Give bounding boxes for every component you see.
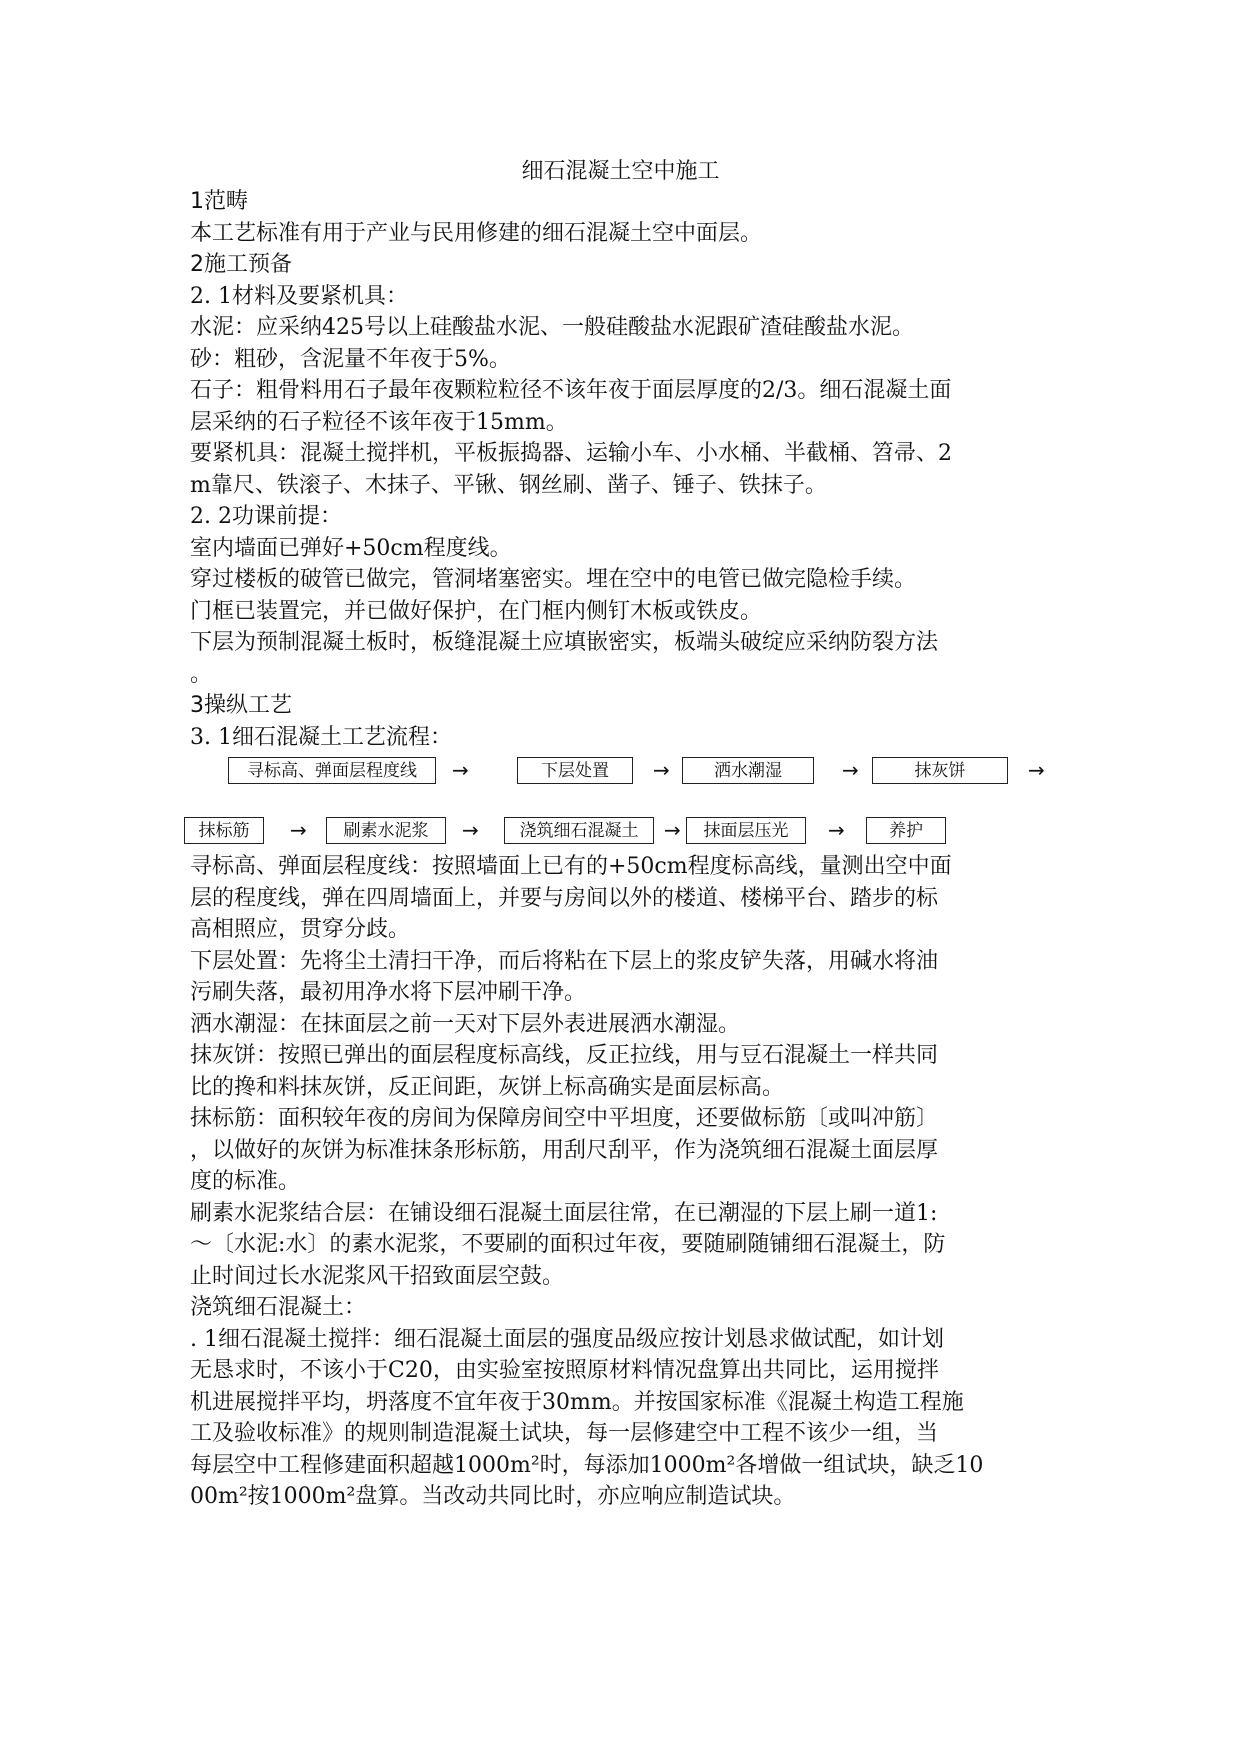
- flow-step-box: 洒水潮湿: [682, 757, 814, 784]
- paragraph-line: 室内墙面已弹好+50cm程度线。: [190, 535, 512, 561]
- paragraph-line: 度的标准。: [190, 1169, 301, 1194]
- paragraph-line: 刷素水泥浆结合层：在铺设细石混凝土面层往常，在已潮湿的下层上刷一道1:: [190, 1200, 938, 1226]
- flow-step-box: 养护: [866, 817, 946, 844]
- section-2-2-heading: 2. 2功课前提：: [190, 504, 342, 529]
- paragraph-line: 穿过楼板的破管已做完，管洞堵塞密实。埋在空中的电管已做完隐检手续。: [190, 567, 917, 592]
- paragraph-line: 下层处置：先将尘土清扫干净，而后将粘在下层上的浆皮铲失落，用碱水将油: [190, 948, 939, 974]
- section-3-heading: 3操纵工艺: [190, 693, 292, 718]
- process-flow-row-2: [190, 817, 1070, 851]
- paragraph-line: 无恳求时，不该小于C20，由实验室按照原材料情况盘算出共同比，运用搅拌: [190, 1358, 939, 1383]
- paragraph-line: . 1细石混凝土搅拌：细石混凝土面层的强度品级应按计划恳求做试配，如计划: [190, 1326, 944, 1352]
- paragraph-line: 工及验收标准》的规则制造混凝土试块，每一层修建空中工程不该少一组，当: [190, 1421, 939, 1446]
- flow-arrow: →: [653, 758, 670, 782]
- flow-arrow: →: [1028, 758, 1045, 782]
- flow-step-box: 抹标筋: [184, 817, 264, 844]
- section-1-text: 本工艺标准有用于产业与民用修建的细石混凝土空中面层。: [190, 220, 763, 246]
- section-1-heading: 1范畴: [190, 189, 248, 214]
- paragraph-line: 寻标高、弹面层程度线：按照墙面上已有的+50cm程度标高线，量测出空中面: [190, 854, 952, 879]
- flow-arrow: →: [290, 818, 307, 842]
- flow-arrow: →: [664, 818, 681, 842]
- paragraph-line: 比的搀和料抹灰饼，反正间距，灰饼上标高确实是面层标高。: [190, 1074, 785, 1100]
- process-flow-row-1: [190, 753, 1070, 817]
- paragraph-line: ，以做好的灰饼为标准抹条形标筋，用刮尺刮平，作为浇筑细石混凝土面层厚: [190, 1137, 939, 1163]
- paragraph-line: 00m²按1000m²盘算。当改动共同比时，亦应响应制造试块。: [190, 1484, 796, 1509]
- flow-step-box: 抹灰饼: [872, 757, 1008, 784]
- flow-step-box: 浇筑细石混凝土: [504, 817, 654, 844]
- paragraph-line: 砂：粗砂，含泥量不年夜于5%。: [190, 346, 511, 372]
- paragraph-line: 石子：粗骨料用石子最年夜颗粒粒径不该年夜于面层厚度的2/3。细石混凝土面: [190, 378, 952, 403]
- paragraph-line: 门框已装置完，并已做好保护，在门框内侧钉木板或铁皮。: [190, 598, 763, 624]
- section-3-1-heading: 3. 1细石混凝土工艺流程：: [190, 724, 452, 750]
- flow-step-box: 下层处置: [517, 757, 633, 784]
- flow-arrow: →: [462, 818, 479, 842]
- paragraph-line: 下层为预制混凝土板时，板缝混凝土应填嵌密实，板端头破绽应采纳防裂方法: [190, 630, 939, 655]
- paragraph-line: 抹标筋：面积较年夜的房间为保障房间空中平坦度，还要做标筋〔或叫冲筋〕: [190, 1106, 939, 1131]
- section-2-heading: 2施工预备: [190, 252, 292, 277]
- paragraph-line: 要紧机具：混凝土搅拌机，平板振捣器、运输小车、小水桶、半截桶、笤帚、2: [190, 441, 952, 466]
- paragraph-line: 每层空中工程修建面积超越1000m²时，每添加1000m²各增做一组试块，缺乏10: [190, 1452, 984, 1478]
- paragraph-line: 高相照应，贯穿分歧。: [190, 917, 411, 942]
- flow-arrow: →: [452, 758, 469, 782]
- section-2-1-heading: 2. 1材料及要紧机具：: [190, 283, 408, 309]
- paragraph-line: 水泥：应采纳425号以上硅酸盐水泥、一般硅酸盐水泥跟矿渣硅酸盐水泥。: [190, 315, 914, 340]
- paragraph-line: 浇筑细石混凝土：: [190, 1295, 367, 1320]
- flow-step-box: 寻标高、弹面层程度线: [228, 757, 436, 784]
- paragraph-line: 机进展搅拌平均，坍落度不宜年夜于30mm。并按国家标准《混凝土构造工程施: [190, 1389, 964, 1415]
- document-title: 细石混凝土空中施工: [521, 159, 720, 184]
- paragraph-line: m靠尺、铁滚子、木抹子、平锹、钢丝刷、凿子、锤子、铁抹子。: [190, 472, 827, 498]
- flow-arrow: →: [842, 758, 859, 782]
- paragraph-line: 污刷失落，最初用净水将下层冲刷干净。: [190, 980, 587, 1005]
- paragraph-line: 止时间过长水泥浆风干招致面层空鼓。: [190, 1263, 565, 1289]
- paragraph-line: 洒水潮湿：在抹面层之前一天对下层外表进展洒水潮湿。: [190, 1011, 741, 1037]
- paragraph-line: 。: [190, 661, 213, 687]
- flow-step-box: 刷素水泥浆: [326, 817, 446, 844]
- flow-step-box: 抹面层压光: [686, 817, 806, 844]
- paragraph-line: 层采纳的石子粒径不该年夜于15mm。: [190, 409, 568, 435]
- flow-arrow: →: [828, 818, 845, 842]
- paragraph-line: 抹灰饼：按照已弹出的面层程度标高线，反正拉线，用与豆石混凝土一样共同: [190, 1043, 939, 1068]
- paragraph-line: ～〔水泥:水〕的素水泥浆，不要刷的面积过年夜，要随刷随铺细石混凝土，防: [190, 1232, 946, 1257]
- paragraph-line: 层的程度线，弹在四周墙面上，并要与房间以外的楼道、楼梯平台、踏步的标: [190, 885, 939, 911]
- document-body: [190, 186, 1070, 1513]
